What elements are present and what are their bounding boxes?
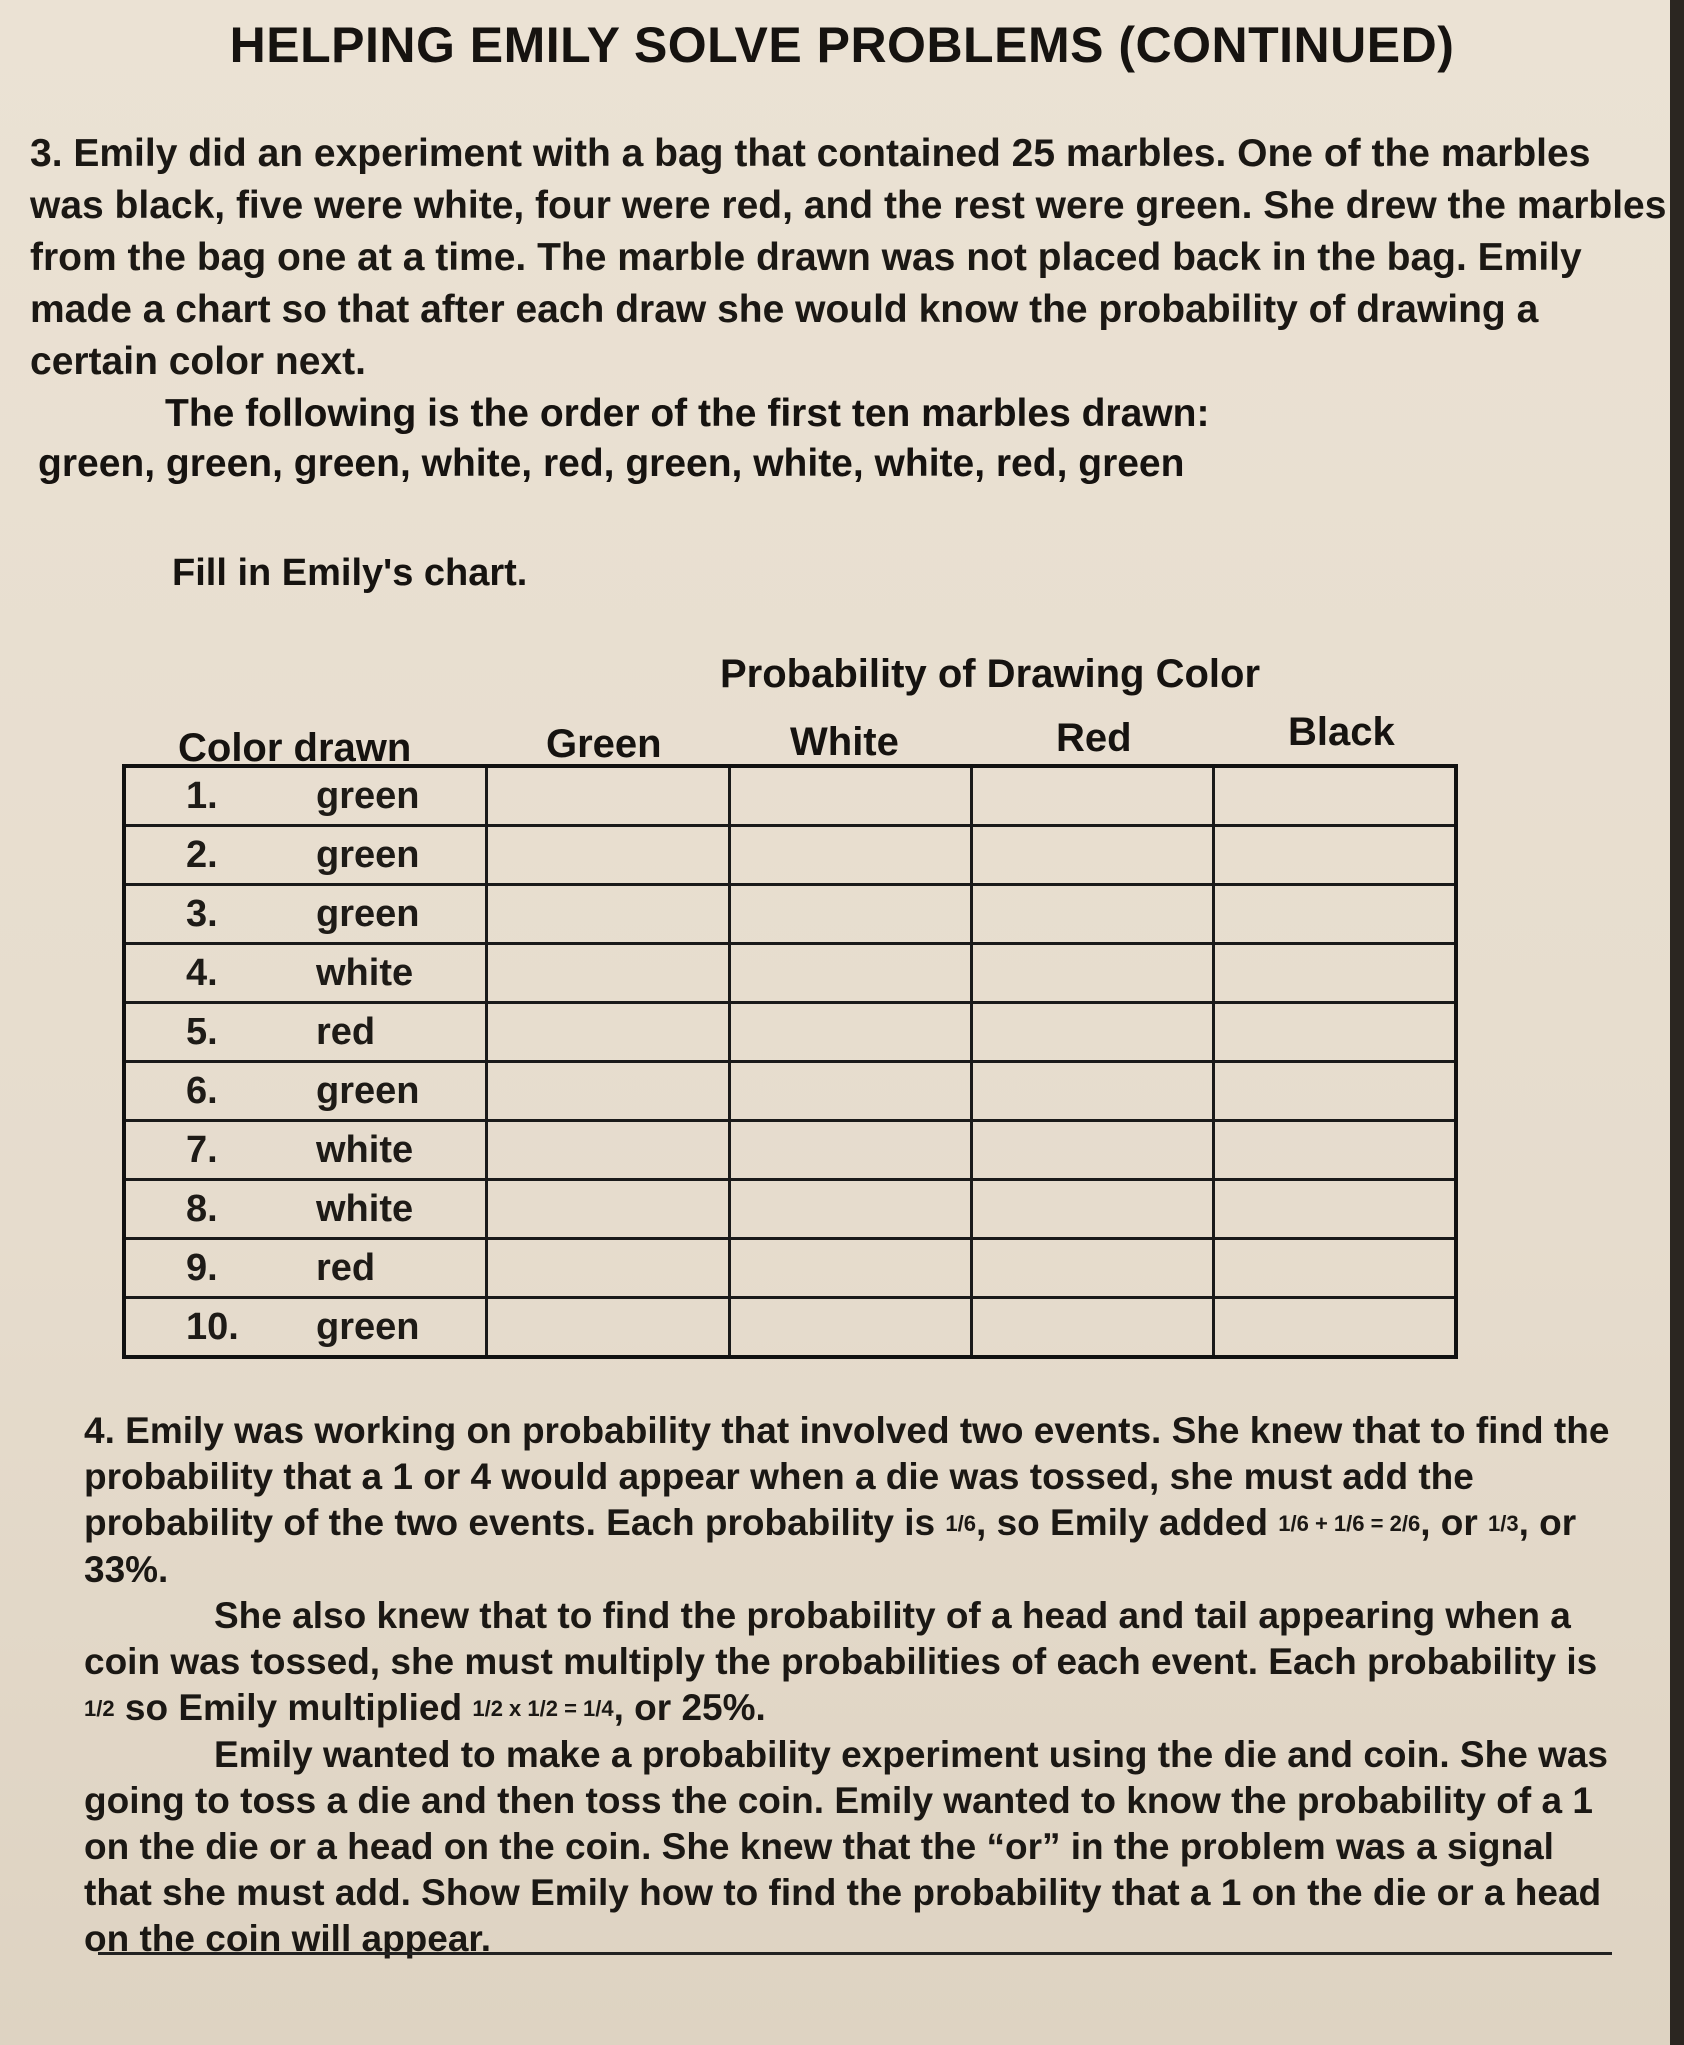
white-probability-cell[interactable]	[729, 885, 971, 944]
row-number: 10.	[186, 1305, 239, 1348]
row-color: white	[316, 951, 414, 994]
red-probability-cell[interactable]	[971, 1239, 1213, 1298]
table-row	[124, 1298, 1456, 1358]
black-probability-cell[interactable]	[1213, 1003, 1456, 1062]
red-probability-cell[interactable]	[971, 1003, 1213, 1062]
header-white: White	[790, 720, 899, 764]
table-row	[124, 1003, 1456, 1062]
white-probability-cell[interactable]	[729, 1298, 971, 1358]
row-number: 3.	[186, 892, 218, 935]
table-row	[124, 1239, 1456, 1298]
problem-4-or: , or	[1420, 1502, 1478, 1543]
row-number: 6.	[186, 1069, 218, 1112]
red-probability-cell[interactable]	[971, 1062, 1213, 1121]
table-row	[124, 826, 1456, 885]
problem-3-text: 3. Emily did an experiment with a bag that contained 25 marbles. One of the marbles was black, five were white, four were red, and the rest were green. She drew the marbles from the bag one at a time. The marble drawn was not placed back in the bag. Emily made a chart so that after each draw she would know the probability of drawing a certain color next.	[30, 132, 1667, 383]
row-color: green	[316, 774, 420, 817]
page-title: HELPING EMILY SOLVE PROBLEMS (CONTINUED)	[229, 17, 1455, 73]
fill-instruction: Fill in Emily's chart.	[172, 552, 528, 594]
fraction-one-third: 1/3	[1488, 1511, 1519, 1536]
row-color: green	[316, 1069, 420, 1112]
table-row	[124, 1180, 1456, 1239]
green-probability-cell[interactable]	[487, 766, 729, 826]
fraction-one-half: 1/2	[84, 1696, 115, 1721]
black-probability-cell[interactable]	[1213, 944, 1456, 1003]
white-probability-cell[interactable]	[729, 1239, 971, 1298]
table-row	[124, 885, 1456, 944]
row-number: 5.	[186, 1010, 218, 1053]
red-probability-cell[interactable]	[971, 944, 1213, 1003]
problem-4-part2-mid: so Emily multiplied	[124, 1687, 463, 1728]
green-probability-cell[interactable]	[487, 944, 729, 1003]
row-number: 4.	[186, 951, 218, 994]
red-probability-cell[interactable]	[971, 766, 1213, 826]
row-color: white	[316, 1187, 414, 1230]
black-probability-cell[interactable]	[1213, 1239, 1456, 1298]
problem-4-part2-end: , or 25%.	[613, 1687, 766, 1728]
problem-4-part3: Emily wanted to make a probability experiment using the die and coin. She was going to toss a die and then toss the coin. Emily wanted to know the probability of a 1 on the die or a head on the coin. She knew that the “or” in the problem was a signal that she must add. Show Emily how to find the probability that a 1 on the die or a head on the coin will appear.	[84, 1734, 1609, 1959]
row-number: 7.	[186, 1128, 218, 1171]
row-color: white	[316, 1128, 414, 1171]
row-color: red	[316, 1246, 376, 1289]
problem-4-part2: She also knew that to find the probability of a head and tail appearing when a coin was tossed, she must multiply the probabilities of each event. Each probability is	[84, 1595, 1598, 1682]
black-probability-cell[interactable]	[1213, 826, 1456, 885]
problem-4-part1: 4. Emily was working on probability that involved two events. She knew that to find the probability that a 1 or 4 would appear when a die was tossed, she must add the probability of the two events. Each probability is	[84, 1410, 1610, 1543]
problem-4-part1-mid: , so Emily added	[976, 1502, 1268, 1543]
green-probability-cell[interactable]	[487, 1121, 729, 1180]
white-probability-cell[interactable]	[729, 1121, 971, 1180]
row-color: green	[316, 892, 420, 935]
green-probability-cell[interactable]	[487, 826, 729, 885]
color-drawn-cell	[124, 766, 487, 826]
row-number: 2.	[186, 833, 218, 876]
white-probability-cell[interactable]	[729, 1180, 971, 1239]
color-drawn-cell	[124, 1180, 487, 1239]
draw-order: green, green, green, white, red, green, white, white, red, green	[38, 442, 1185, 485]
color-drawn-cell	[124, 1298, 487, 1358]
green-probability-cell[interactable]	[487, 1298, 729, 1358]
problem-4-text	[84, 1408, 1624, 1962]
white-probability-cell[interactable]	[729, 944, 971, 1003]
red-probability-cell[interactable]	[971, 826, 1213, 885]
probability-chart	[122, 764, 1458, 1359]
table-row	[124, 1121, 1456, 1180]
black-probability-cell[interactable]	[1213, 885, 1456, 944]
fraction-one-sixth: 1/6	[945, 1511, 977, 1536]
row-color: red	[316, 1010, 376, 1053]
white-probability-cell[interactable]	[729, 766, 971, 826]
green-probability-cell[interactable]	[487, 1180, 729, 1239]
problem-3-intro: The following is the order of the first ten marbles drawn:	[165, 392, 1210, 435]
header-color-drawn: Color drawn	[178, 726, 412, 770]
red-probability-cell[interactable]	[971, 885, 1213, 944]
black-probability-cell[interactable]	[1213, 1062, 1456, 1121]
row-color: green	[316, 833, 420, 876]
problem-4-part1-end: , or 33%.	[84, 1502, 1577, 1590]
row-number: 8.	[186, 1187, 218, 1230]
color-drawn-cell	[124, 1003, 487, 1062]
fraction-product: 1/2 x 1/2 = 1/4	[472, 1696, 614, 1721]
white-probability-cell[interactable]	[729, 1003, 971, 1062]
header-red: Red	[1056, 716, 1132, 760]
row-color: green	[316, 1305, 420, 1348]
table-row	[124, 1062, 1456, 1121]
white-probability-cell[interactable]	[729, 826, 971, 885]
black-probability-cell[interactable]	[1213, 766, 1456, 826]
color-drawn-cell	[124, 944, 487, 1003]
color-drawn-cell	[124, 826, 487, 885]
row-number: 1.	[186, 774, 218, 817]
green-probability-cell[interactable]	[487, 1062, 729, 1121]
fraction-sum: 1/6 + 1/6 = 2/6	[1278, 1511, 1421, 1536]
black-probability-cell[interactable]	[1213, 1298, 1456, 1358]
color-drawn-cell	[124, 1121, 487, 1180]
green-probability-cell[interactable]	[487, 1003, 729, 1062]
black-probability-cell[interactable]	[1213, 1121, 1456, 1180]
chart-title: Probability of Drawing Color	[720, 652, 1261, 696]
red-probability-cell[interactable]	[971, 1298, 1213, 1358]
red-probability-cell[interactable]	[971, 1180, 1213, 1239]
white-probability-cell[interactable]	[729, 1062, 971, 1121]
page-edge-shadow	[1670, 0, 1684, 2045]
red-probability-cell[interactable]	[971, 1121, 1213, 1180]
table-row	[124, 766, 1456, 826]
color-drawn-cell	[124, 1062, 487, 1121]
green-probability-cell[interactable]	[487, 885, 729, 944]
black-probability-cell[interactable]	[1213, 1180, 1456, 1239]
color-drawn-cell	[124, 885, 487, 944]
answer-line[interactable]	[98, 1952, 1612, 1955]
header-green: Green	[546, 722, 662, 766]
table-row	[124, 944, 1456, 1003]
color-drawn-cell	[124, 1239, 487, 1298]
green-probability-cell[interactable]	[487, 1239, 729, 1298]
header-black: Black	[1288, 710, 1395, 754]
row-number: 9.	[186, 1246, 218, 1289]
